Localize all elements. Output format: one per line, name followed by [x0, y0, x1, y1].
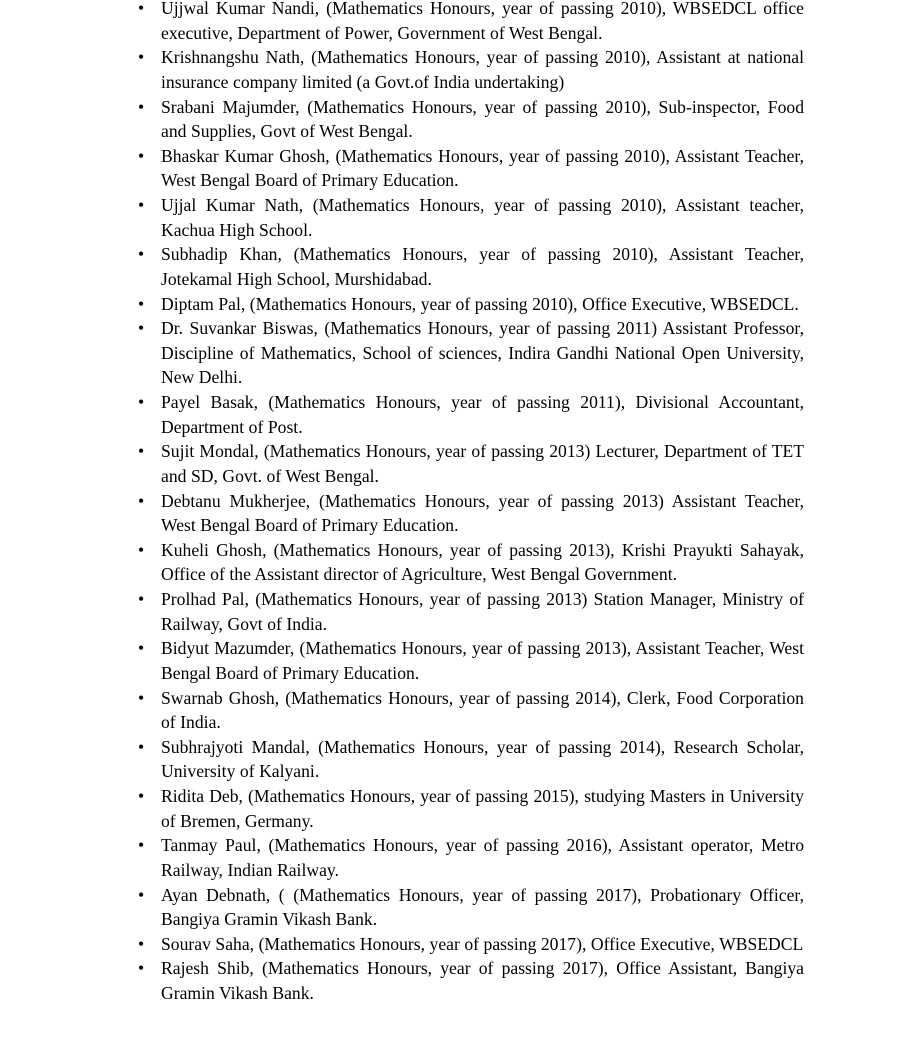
bullet-icon: •	[138, 0, 145, 18]
list-item	[138, 0, 804, 45]
list-item	[138, 95, 804, 144]
alumni-entry-text: Ridita Deb, (Mathematics Honours, year of passing 2015), studying Masters in University of Bremen, Germany.	[161, 786, 804, 831]
bullet-icon: •	[138, 786, 145, 806]
list-item	[138, 956, 804, 1005]
bullet-icon: •	[138, 490, 145, 511]
alumni-entry-text: Payel Basak, (Mathematics Honours, year of passing 2011), Divisional Accountant, Department of Post.	[161, 392, 804, 437]
list-item	[138, 636, 804, 685]
bullet-icon: •	[138, 96, 145, 117]
list-item	[138, 932, 804, 957]
alumni-entry-text: Tanmay Paul, (Mathematics Honours, year of passing 2016), Assistant operator, Metro Railway, Indian Railway.	[161, 835, 804, 880]
list-item	[138, 784, 804, 833]
alumni-entry-text: Kuheli Ghosh, (Mathematics Honours, year of passing 2013), Krishi Prayukti Sahayak, Office of the Assistant director of Agriculture, West Bengal Government.	[161, 539, 804, 585]
list-item	[138, 242, 804, 291]
alumni-entry-text: Sujit Mondal, (Mathematics Honours, year of passing 2013) Lecturer, Department of TET and SD, Govt. of West Bengal.	[161, 441, 804, 486]
bullet-icon: •	[138, 539, 145, 560]
list-item	[138, 587, 804, 636]
alumni-entry-text: Ujjal Kumar Nath, (Mathematics Honours, year of passing 2010), Assistant teacher, Kachua High School.	[161, 195, 804, 240]
bullet-icon: •	[138, 589, 145, 609]
list-item	[138, 292, 804, 317]
bullet-icon: •	[138, 392, 145, 412]
bullet-icon: •	[138, 195, 145, 215]
alumni-entry-text: Sourav Saha, (Mathematics Honours, year of passing 2017), Office Executive, WBSEDCL	[161, 933, 804, 954]
alumni-entry-text: Subhadip Khan, (Mathematics Honours, year of passing 2010), Assistant Teacher, Jotekamal High School, Murshidabad.	[161, 244, 804, 289]
alumni-entry-text: Srabani Majumder, (Mathematics Honours, year of passing 2010), Sub-inspector, Food and Supplies, Govt of West Bengal.	[161, 96, 804, 142]
alumni-entry-text: Ayan Debnath, ( (Mathematics Honours, year of passing 2017), Probationary Officer, Bangiya Gramin Vikash Bank.	[161, 884, 804, 930]
bullet-icon: •	[138, 958, 145, 979]
bullet-icon: •	[138, 318, 145, 339]
alumni-entry-text: Rajesh Shib, (Mathematics Honours, year of passing 2017), Office Assistant, Bangiya Gramin Vikash Bank.	[161, 958, 804, 1003]
alumni-entry-text: Krishnangshu Nath, (Mathematics Honours, year of passing 2010), Assistant at national insurance company limited (a Govt.of India undertaking)	[161, 47, 804, 92]
bullet-icon: •	[138, 835, 145, 856]
bullet-icon: •	[138, 736, 145, 757]
alumni-entry-text: Subhrajyoti Mandal, (Mathematics Honours, year of passing 2014), Research Scholar, University of Kalyani.	[161, 736, 804, 782]
bullet-icon: •	[138, 441, 145, 462]
bullet-icon: •	[138, 47, 145, 68]
list-item	[138, 193, 804, 242]
alumni-entry-text: Ujjwal Kumar Nandi, (Mathematics Honours, year of passing 2010), WBSEDCL office executive, Department of Power, Government of West Bengal.	[161, 0, 804, 43]
list-item	[138, 735, 804, 784]
list-item	[138, 439, 804, 488]
bullet-icon: •	[138, 145, 145, 166]
alumni-entry-text: Dr. Suvankar Biswas, (Mathematics Honours, year of passing 2011) Assistant Professor, Discipline of Mathematics, School of sciences, Indira Gandhi National Open University, New Delhi.	[161, 318, 804, 388]
bullet-icon: •	[138, 933, 145, 954]
bullet-icon: •	[138, 638, 145, 659]
alumni-entry-text: Debtanu Mukherjee, (Mathematics Honours, year of passing 2013) Assistant Teacher, West Bengal Board of Primary Education.	[161, 490, 804, 536]
list-item	[138, 883, 804, 932]
list-item	[138, 316, 804, 390]
bullet-icon: •	[138, 293, 145, 314]
list-item	[138, 538, 804, 587]
list-item	[138, 833, 804, 882]
alumni-entry-text: Prolhad Pal, (Mathematics Honours, year of passing 2013) Station Manager, Ministry of Railway, Govt of India.	[161, 589, 804, 634]
alumni-entry-text: Bhaskar Kumar Ghosh, (Mathematics Honours, year of passing 2010), Assistant Teacher, West Bengal Board of Primary Education.	[161, 145, 804, 191]
alumni-entry-text: Bidyut Mazumder, (Mathematics Honours, year of passing 2013), Assistant Teacher, West Bengal Board of Primary Education.	[161, 638, 804, 683]
bullet-icon: •	[138, 884, 145, 905]
list-item	[138, 45, 804, 94]
list-item	[138, 489, 804, 538]
list-item	[138, 390, 804, 439]
list-item	[138, 686, 804, 735]
alumni-entry-text: Diptam Pal, (Mathematics Honours, year of passing 2010), Office Executive, WBSEDCL.	[161, 293, 799, 314]
bullet-icon: •	[138, 244, 145, 265]
list-item	[138, 144, 804, 193]
bullet-icon: •	[138, 687, 145, 708]
alumni-list	[138, 0, 804, 1006]
alumni-entry-text: Swarnab Ghosh, (Mathematics Honours, year of passing 2014), Clerk, Food Corporation of India.	[161, 687, 804, 733]
